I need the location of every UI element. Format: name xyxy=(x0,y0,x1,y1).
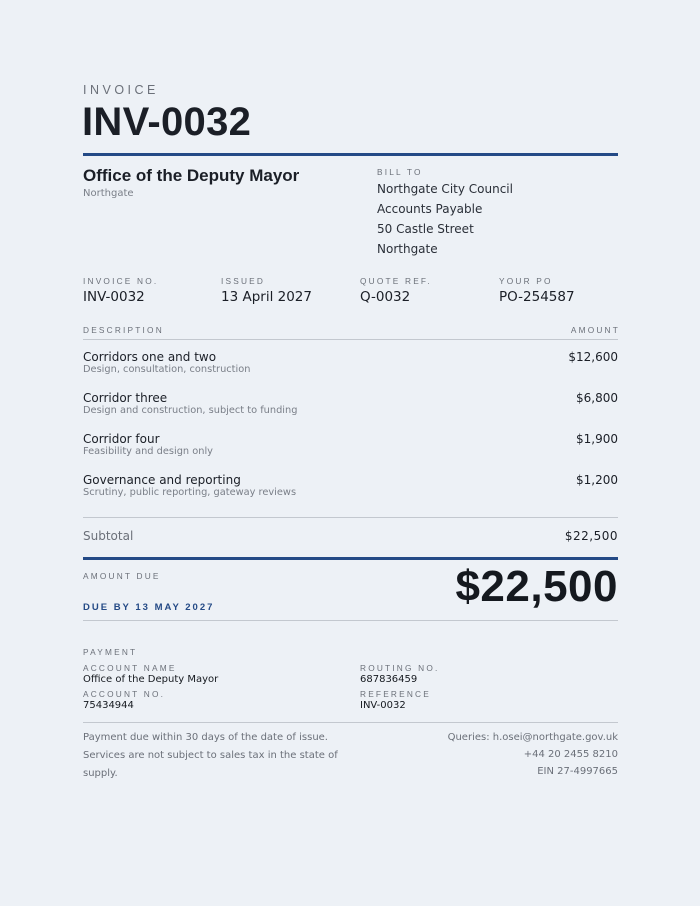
line-item-amount: $12,600 xyxy=(568,350,618,364)
subtotal-value: $22,500 xyxy=(564,529,618,543)
amount-due-divider xyxy=(83,557,618,560)
account-no-label: ACCOUNT NO. xyxy=(83,689,166,699)
routing-no-label: ROUTING NO. xyxy=(360,663,440,673)
line-item-description: Design and construction, subject to funding xyxy=(83,405,298,416)
your-po-label: YOUR PO xyxy=(499,276,553,286)
line-item-title: Governance and reporting xyxy=(83,473,241,487)
payment-terms-note: Payment due within 30 days of the date of issue. Services are not subject to sales tax in the state of supply. xyxy=(83,732,338,779)
subtotal-label: Subtotal xyxy=(83,529,134,543)
line-item-description: Design, consultation, construction xyxy=(83,364,251,375)
issued-value: 13 April 2027 xyxy=(221,289,312,305)
bill-to-line: Accounts Payable xyxy=(377,202,483,216)
bill-to-line: 50 Castle Street xyxy=(377,222,474,236)
issued-label: ISSUED xyxy=(221,276,266,286)
contact-details xyxy=(448,729,618,780)
line-item-title: Corridor three xyxy=(83,391,168,405)
line-item-description: Feasibility and design only xyxy=(83,446,213,457)
phone-number: +44 20 2455 8210 xyxy=(523,749,618,760)
sender-city: Northgate xyxy=(83,188,134,199)
table-header-divider xyxy=(83,339,618,340)
quote-ref-label: QUOTE REF. xyxy=(360,276,432,286)
account-name-value: Office of the Deputy Mayor xyxy=(83,674,219,685)
items-bottom-divider xyxy=(83,517,618,518)
amount-due-label: AMOUNT DUE xyxy=(83,571,161,581)
quote-ref-value: Q-0032 xyxy=(360,289,411,305)
bill-to-line: Northgate xyxy=(377,242,438,256)
due-date: DUE BY 13 MAY 2027 xyxy=(83,602,215,613)
amount-column-header: AMOUNT xyxy=(570,325,620,335)
ein-number: EIN 27-4997665 xyxy=(537,766,618,777)
payment-label: PAYMENT xyxy=(83,647,138,657)
document-kicker: INVOICE xyxy=(83,83,159,97)
amount-due-value: $22,500 xyxy=(455,562,618,611)
line-item-title: Corridor four xyxy=(83,432,160,446)
account-no-value: 75434944 xyxy=(83,700,134,711)
line-item-title: Corridors one and two xyxy=(83,350,217,364)
invoice-number-title: INV-0032 xyxy=(82,100,252,144)
reference-value: INV-0032 xyxy=(360,700,406,711)
line-item-amount: $6,800 xyxy=(576,391,618,405)
bill-to-label: BILL TO xyxy=(377,167,423,177)
your-po-value: PO-254587 xyxy=(499,289,575,305)
invoice-no-value: INV-0032 xyxy=(83,289,145,305)
queries-email: Queries: h.osei@northgate.gov.uk xyxy=(447,732,618,743)
sender-name: Office of the Deputy Mayor xyxy=(83,166,300,185)
bill-to-address xyxy=(377,179,513,259)
line-item-amount: $1,200 xyxy=(576,473,618,487)
line-item-description: Scrutiny, public reporting, gateway reviews xyxy=(83,487,297,498)
footer-divider xyxy=(83,722,618,723)
header-divider xyxy=(83,153,618,156)
invoice-page xyxy=(83,0,618,906)
account-name-label: ACCOUNT NAME xyxy=(83,663,177,673)
description-column-header: DESCRIPTION xyxy=(83,325,164,335)
reference-label: REFERENCE xyxy=(360,689,431,699)
amount-due-bottom-divider xyxy=(83,620,618,621)
bill-to-line: Northgate City Council xyxy=(377,182,513,196)
routing-no-value: 687836459 xyxy=(360,674,418,685)
line-item-amount: $1,900 xyxy=(576,432,618,446)
invoice-no-label: INVOICE NO. xyxy=(83,276,159,286)
